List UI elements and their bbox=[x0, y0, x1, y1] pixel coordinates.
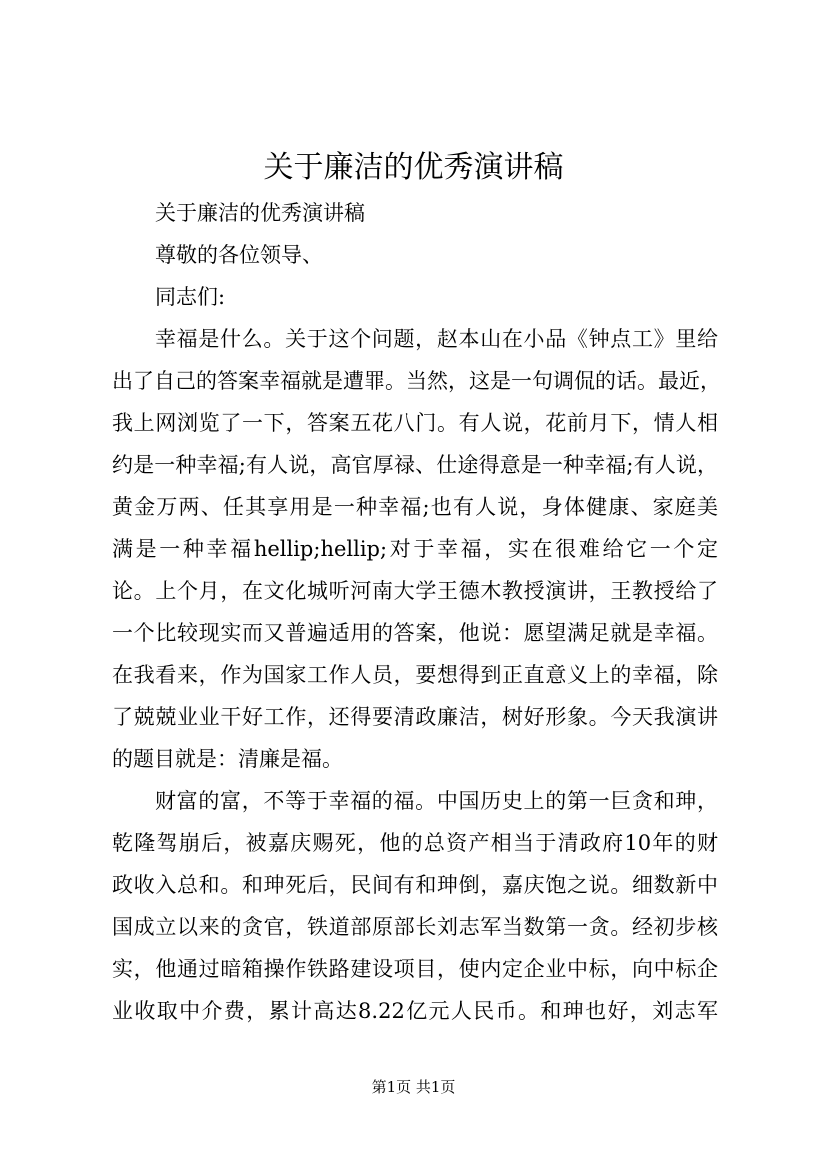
body-line-3: 我上网浏览了一下，答案五花八门。有人说，花前月下，情人相 bbox=[112, 411, 718, 435]
body-line-12: 财富的富，不等于幸福的福。中国历史上的第一巨贪和珅， bbox=[155, 789, 718, 813]
body-line-7: 论。上个月，在文化城听河南大学王德木教授演讲，王教授给了 bbox=[112, 579, 718, 603]
body-line-17: 业收取中介费，累计高达8.22亿元人民币。和珅也好，刘志军 bbox=[112, 999, 718, 1023]
body-line-2: 出了自己的答案幸福就是遭罪。当然，这是一句调侃的话。最近， bbox=[112, 369, 721, 393]
document-title: 关于廉洁的优秀演讲稿 bbox=[263, 150, 564, 185]
body-line-11: 的题目就是：清廉是福。 bbox=[112, 747, 343, 771]
body-line-6: 满是一种幸福hellip;hellip;对于幸福，实在很难给它一个定 bbox=[112, 537, 718, 561]
body-line-1: 幸福是什么。关于这个问题，赵本山在小品《钟点工》里给 bbox=[155, 327, 718, 351]
body-line-4: 约是一种幸福;有人说，高官厚禄、仕途得意是一种幸福;有人说， bbox=[112, 453, 718, 477]
page-footer: 第1页 共1页 bbox=[371, 1078, 456, 1096]
body-line-5: 黄金万两、任其享用是一种幸福;也有人说，身体健康、家庭美 bbox=[112, 495, 718, 519]
body-line-14: 政收入总和。和珅死后，民间有和珅倒，嘉庆饱之说。细数新中 bbox=[112, 873, 718, 897]
body-line-9: 在我看来，作为国家工作人员，要想得到正直意义上的幸福，除 bbox=[112, 663, 718, 687]
subtitle-line: 关于廉洁的优秀演讲稿 bbox=[155, 201, 365, 225]
body-line-8: 一个比较现实而又普遍适用的答案，他说：愿望满足就是幸福。 bbox=[112, 621, 718, 645]
body-line-15: 国成立以来的贪官，铁道部原部长刘志军当数第一贪。经初步核 bbox=[112, 915, 718, 939]
body-line-13: 乾隆驾崩后，被嘉庆赐死，他的总资产相当于清政府10年的财 bbox=[112, 831, 718, 855]
body-line-16: 实，他通过暗箱操作铁路建设项目，使内定企业中标，向中标企 bbox=[112, 957, 718, 981]
salutation-line-1: 尊敬的各位领导、 bbox=[155, 243, 323, 267]
salutation-line-2: 同志们: bbox=[155, 285, 226, 309]
body-line-10: 了兢兢业业干好工作，还得要清政廉洁，树好形象。今天我演讲 bbox=[112, 705, 718, 729]
